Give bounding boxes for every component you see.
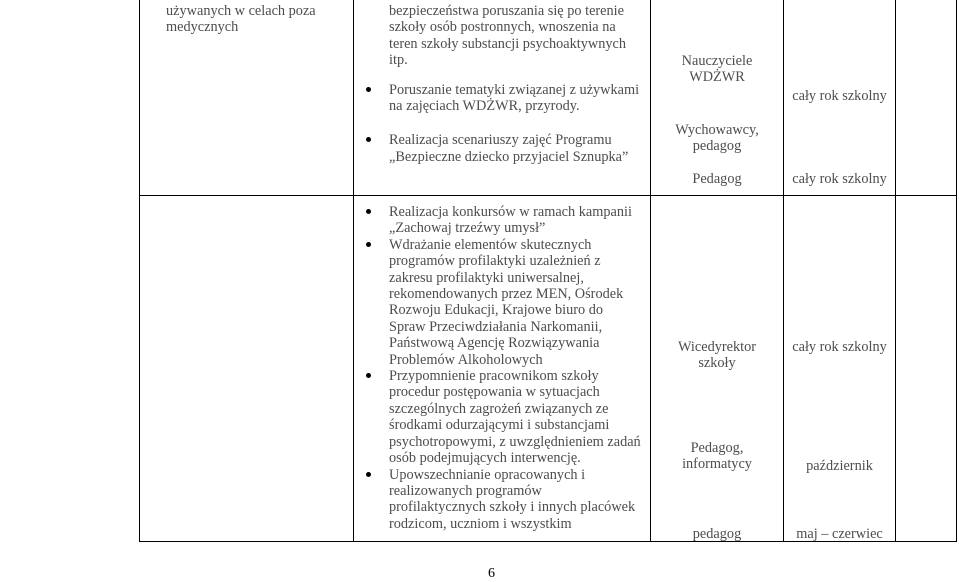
row2-responsible-a (651, 339, 783, 372)
row1-category-line: medycznych (166, 19, 239, 36)
task-line: bezpieczeństwa poruszania się po terenie (389, 3, 624, 19)
responsible-line: pedagog (692, 526, 742, 542)
row2-responsible-c (651, 526, 783, 542)
grid-line (139, 195, 957, 196)
task-line: Przypomnienie pracownikom szkoły (389, 368, 599, 385)
task-line: itp. (389, 52, 408, 69)
responsible-line: Wychowawcy, (675, 122, 759, 138)
grid-line (139, 0, 140, 541)
list-item (366, 132, 639, 165)
task-line: teren szkoły substancji psychoaktywnych (389, 35, 627, 52)
row1-intro-text (389, 3, 639, 69)
term-text: cały rok szkolny (792, 171, 887, 187)
list-item (366, 204, 641, 237)
list-item (366, 467, 641, 533)
task-line: Realizacja scenariuszy zajęć Programu (389, 132, 612, 149)
row1-category-cell (166, 3, 316, 36)
term-text: cały rok szkolny (792, 88, 887, 104)
row1-task-list (366, 82, 639, 166)
responsible-line: WDŻWR (689, 69, 745, 86)
task-line: osób podejmujących interwencję. (389, 450, 581, 467)
responsible-line: Pedagog, (690, 440, 744, 456)
task-line: zakresu profilaktyki uniwersalnej, (389, 269, 584, 286)
task-line: Rozwoju Edukacji, Krajowe biuro do (389, 302, 604, 319)
task-line: Upowszechnianie opracowanych i (389, 466, 586, 483)
responsible-line: Wicedyrektor (677, 339, 757, 355)
task-line: szkoły osób postronnych, wnoszenia na (389, 19, 616, 36)
responsible-line: szkoły (698, 355, 736, 372)
task-line: „Bezpieczne dziecko przyjaciel Sznupka” (389, 148, 629, 165)
task-line: Państwową Agencję Rozwiązywania (389, 335, 600, 352)
row1-category-line: używanych w celach poza (166, 3, 316, 19)
task-line: procedur postępowania w sytuacjach (389, 384, 600, 401)
list-item (366, 82, 639, 115)
task-line: Poruszanie tematyki związanej z używkami (389, 81, 640, 98)
task-line: rodzicom, uczniom i wszystkim (389, 515, 572, 532)
term-text: październik (806, 458, 873, 474)
responsible-line: Nauczyciele (681, 53, 753, 69)
responsible-line: pedagog (692, 138, 742, 155)
row2-term-a (784, 339, 895, 355)
task-line: „Zachowaj trzeźwy umysł” (389, 220, 546, 237)
task-line: Problemów Alkoholowych (389, 351, 543, 368)
row2-tasks-cell (366, 204, 641, 532)
row2-term-c (784, 526, 895, 542)
responsible-line: Pedagog (692, 171, 742, 187)
task-line: na zajęciach WDŻWR, przyrody. (389, 98, 580, 115)
row2-term-b (784, 458, 895, 474)
task-line: realizowanych programów (389, 482, 542, 499)
row1-term-a (784, 88, 895, 104)
task-line: psychotropowymi, z uwzględnieniem zadań (389, 433, 641, 450)
grid-line (956, 0, 957, 541)
list-item (366, 368, 641, 466)
task-line: Realizacja konkursów w ramach kampanii (389, 204, 632, 220)
task-line: rekomendowanych przez MEN, Ośrodek (389, 286, 624, 303)
row1-tasks-cell (366, 3, 639, 165)
task-line: Wdrażanie elementów skutecznych (389, 236, 592, 253)
task-line: programów profilaktyki uzależnień z (389, 253, 601, 270)
task-line: profilaktycznych szkoły i innych placówek (389, 499, 636, 516)
task-line: Spraw Przeciwdziałania Narkomanii, (389, 318, 603, 335)
row1-responsible-b (651, 122, 783, 155)
task-line: szczególnych zagrożeń związanych ze (389, 400, 609, 417)
grid-line (353, 0, 354, 541)
row2-responsible-b (651, 440, 783, 473)
term-text: maj – czerwiec (796, 526, 883, 542)
page-number: 6 (488, 566, 495, 581)
task-line: środkami odurzającymi i substancjami (389, 417, 610, 434)
grid-line (895, 0, 896, 541)
row1-responsible-a (651, 53, 783, 86)
term-text: cały rok szkolny (792, 339, 887, 355)
row1-responsible-c (651, 171, 783, 187)
list-item (366, 237, 641, 368)
row1-term-b (784, 171, 895, 187)
responsible-line: informatycy (682, 456, 752, 473)
row2-task-list (366, 204, 641, 532)
